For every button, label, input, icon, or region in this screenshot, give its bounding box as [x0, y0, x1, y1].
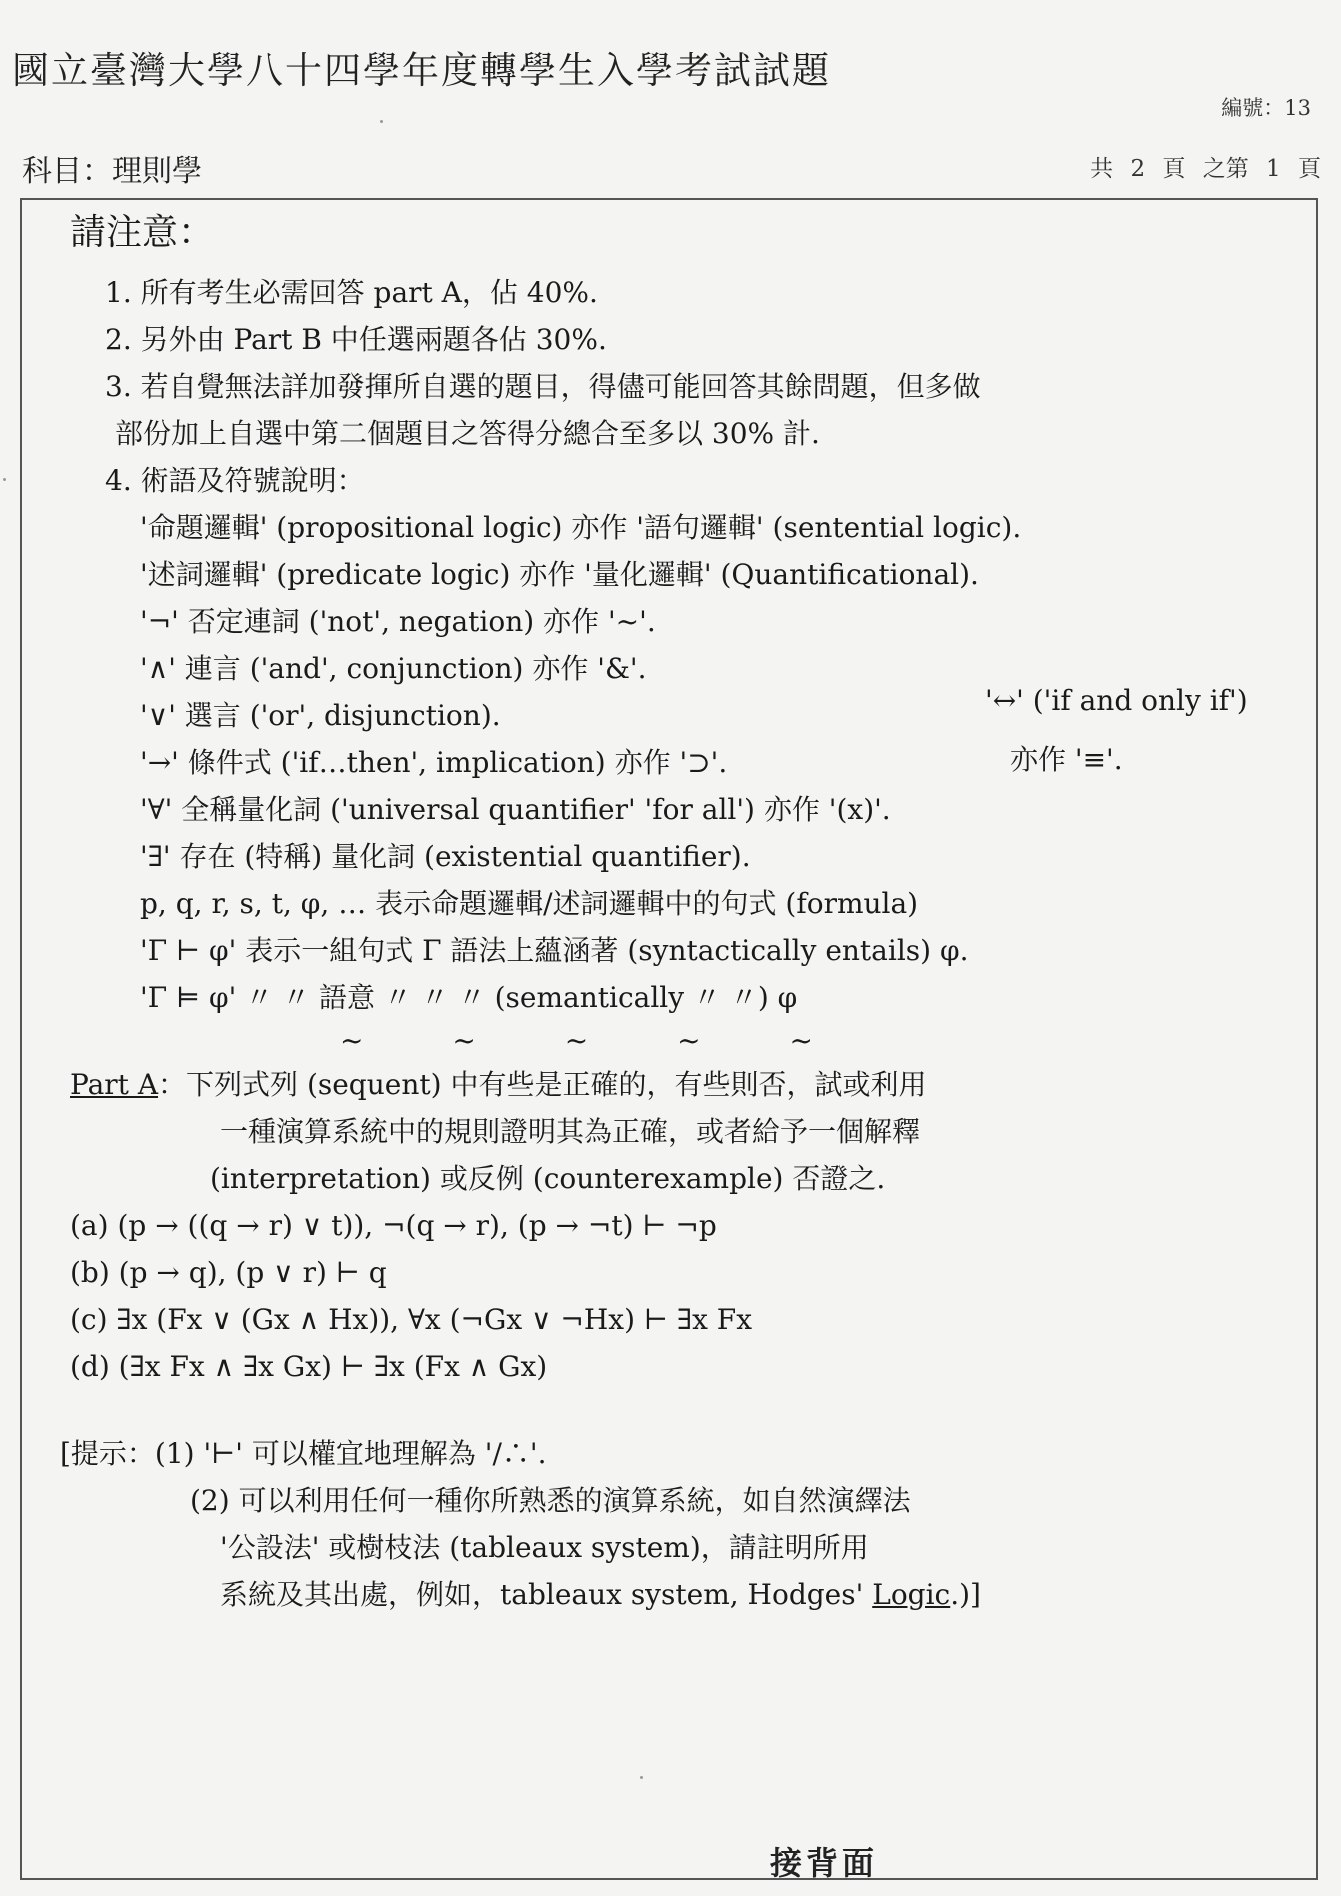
serial-number: 編號：13: [1221, 96, 1311, 120]
hint-text: 系統及其出處，例如，tableaux system, Hodges': [220, 1578, 873, 1611]
biconditional-note: '↔' ('if and only if'): [985, 684, 1248, 717]
biconditional-note: 亦作 '≡'.: [1010, 743, 1123, 776]
term-line: '→' 條件式 ('if…then', implication) 亦作 '⊃'.: [140, 746, 728, 779]
term-line: '∃' 存在 (特稱) 量化詞 (existential quantifier).: [140, 840, 751, 873]
part-a-intro-line: [60, 1061, 1310, 1108]
hint-line: '公設法' 或樹枝法 (tableaux system)，請註明所用: [220, 1531, 869, 1564]
notice-title: 請注意：: [70, 212, 215, 253]
notice-item: 1. 所有考生必需回答 part A，佔 40%.: [105, 276, 598, 309]
exam-content: [60, 212, 1310, 1618]
part-a-intro-line: 一種演算系統中的規則證明其為正確，或者給予一個解釋: [220, 1115, 921, 1148]
part-a-intro: ：下列式列 (sequent) 中有些是正確的，有些則否，試或利用: [158, 1068, 927, 1101]
exam-title: 國立臺灣大學八十四學年度轉學生入學考試試題: [12, 49, 831, 92]
term-line: 'Γ ⊨ φ' 〃 〃 語意 〃 〃 〃 (semantically 〃 〃) φ: [140, 981, 798, 1014]
term-line: '¬' 否定連詞 ('not', negation) 亦作 '~'.: [140, 605, 656, 638]
sequent-item: (a) (p → ((q → r) ∨ t)), ¬(q → r), (p → ¬t) ⊢ ¬p: [70, 1209, 717, 1242]
scan-speck: [380, 120, 383, 123]
notice-item: 部份加上自選中第二個題目之答得分總合至多以 30% 計.: [115, 417, 820, 450]
scan-speck: [3, 478, 6, 481]
hint-line: [提示：(1) '⊢' 可以權宜地理解為 '/∴'.: [60, 1437, 547, 1470]
hint-reference: Logic: [872, 1578, 951, 1611]
continue-overleaf: 接背面: [770, 1844, 879, 1882]
subject-label: 科目：理則學: [22, 154, 202, 189]
term-line: '∀' 全稱量化詞 ('universal quantifier' 'for all') 亦作 '(x)'.: [140, 793, 891, 826]
sequent-item: (c) ∃x (Fx ∨ (Gx ∧ Hx)), ∀x (¬Gx ∨ ¬Hx) ⊢ ∃x Fx: [70, 1303, 752, 1336]
scan-speck: [640, 1776, 643, 1779]
page-info: 共 2 頁 之第 1 頁: [1090, 156, 1321, 182]
term-line: p, q, r, s, t, φ, … 表示命題邏輯/述詞邏輯中的句式 (formula): [140, 887, 919, 920]
separator: ~ ~ ~ ~ ~: [340, 1024, 853, 1057]
sequent-item: (d) (∃x Fx ∧ ∃x Gx) ⊢ ∃x (Fx ∧ Gx): [70, 1350, 548, 1383]
part-a-label: Part A: [70, 1068, 159, 1101]
hint-line: (2) 可以利用任何一種你所熟悉的演算系統，如自然演繹法: [190, 1484, 911, 1517]
part-a-intro-line: (interpretation) 或反例 (counterexample) 否證之.: [210, 1162, 886, 1195]
sequent-item: (b) (p → q), (p ∨ r) ⊢ q: [70, 1256, 387, 1289]
term-line: '∧' 連言 ('and', conjunction) 亦作 '&'.: [140, 652, 647, 685]
term-line: '命題邏輯' (propositional logic) 亦作 '語句邏輯' (sentential logic).: [140, 511, 1022, 544]
notice-item: 2. 另外由 Part B 中任選兩題各佔 30%.: [105, 323, 607, 356]
hint-end: .)]: [950, 1578, 981, 1611]
term-line: '述詞邏輯' (predicate logic) 亦作 '量化邏輯' (Quantificational).: [140, 558, 979, 591]
term-line: '∨' 選言 ('or', disjunction).: [140, 699, 501, 732]
terms-title: 4. 術語及符號說明：: [105, 464, 365, 497]
term-line: 'Γ ⊢ φ' 表示一組句式 Γ 語法上蘊涵著 (syntactically entails) φ.: [140, 934, 969, 967]
hint-line: [60, 1571, 1310, 1618]
notice-item: 3. 若自覺無法詳加發揮所自選的題目，得儘可能回答其餘問題，但多做: [105, 370, 981, 403]
